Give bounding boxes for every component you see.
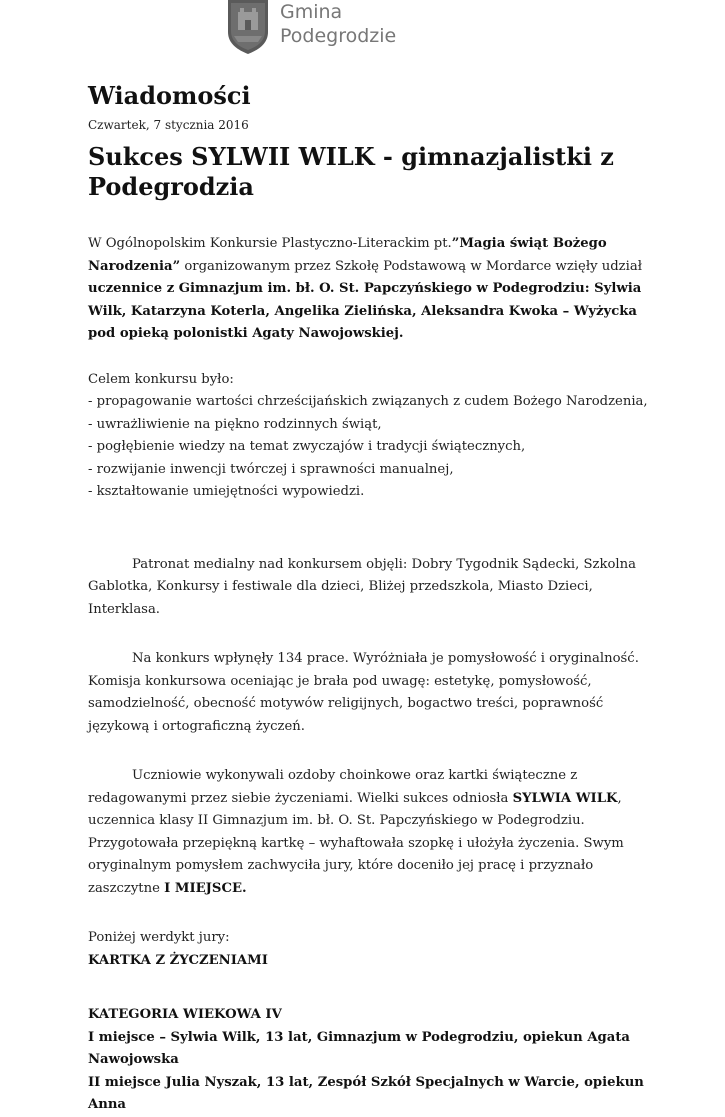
verdict-bold: KARTKA Z ŻYCZENIAMI xyxy=(88,952,268,968)
goals-heading: Celem konkursu było: xyxy=(88,371,234,387)
site-logo[interactable] xyxy=(226,0,396,54)
goal-item: - uwrażliwienie na piękno rodzinnych świąt, xyxy=(88,416,382,432)
article-title: Sukces SYLWII WILK - gimnazjalistki z Podegrodzia xyxy=(88,142,614,201)
goal-item: - kształtowanie umiejętności wypowiedzi. xyxy=(88,484,365,499)
article-date: Czwartek, 7 stycznia 2016 xyxy=(88,118,249,132)
intro-bold-2: uczennice z Gimnazjum im. bł. O. St. Papczyńskiego w Podegrodziu: Sylwia Wilk, Katarzyna Koterla, Angelika Zielińska, Aleksandra Kwoka – Wyżycka pod opieką polonistki Agaty Nawojowskiej. xyxy=(88,281,642,341)
intro-paragraph xyxy=(88,233,648,346)
goal-item: - propagowanie wartości chrześcijańskich związanych z cudem Bożego Narodzenia, xyxy=(88,394,648,409)
article xyxy=(88,80,648,1117)
category-block xyxy=(88,1004,648,1117)
patronat-paragraph: Patronat medialny nad konkursem objęli: Dobry Tygodnik Sądecki, Szkolna Gablotka, Konkursy i festiwale dla dzieci, Bliżej przedszkola, Miasto Dzieci, Interklasa. xyxy=(88,556,637,617)
logo-line-2: Podegrodzie xyxy=(280,25,397,47)
section-title: Wiadomości xyxy=(88,81,251,110)
konkurs-paragraph: Na konkurs wpłynęły 134 prace. Wyróżniała je pomysłowość i oryginalność. Komisja konkursowa oceniając je brała pod uwagę: estetykę, pomysłowość, samodzielność, obecność motywów religijnych, bogactwo treści, poprawność językową i ortograficzną życzeń. xyxy=(88,651,639,734)
second-place: II miejsce Julia Nyszak, 13 lat, Zespół Szkół Specjalnych w Warcie, opiekun Anna xyxy=(88,1074,644,1112)
goal-item: - pogłębienie wiedzy na temat zwyczajów i tradycji świątecznych, xyxy=(88,439,526,454)
sukces-text-2: , uczennica klasy II Gimnazjum im. bł. O. St. Papczyńskiego w Podegrodziu. Przygotowała przepiękną kartkę – wyhaftowała szopkę i ułożyła życzenia. Swym oryginalnym pomysłem zachwyciła jury, które doceniło jej pracę i przyznało zaszczytne xyxy=(88,790,624,896)
logo-text xyxy=(280,0,396,48)
sukces-bold-1: SYLWIA WILK xyxy=(512,790,618,806)
sukces-paragraph xyxy=(88,765,648,900)
goals-list xyxy=(88,369,648,504)
category-heading: KATEGORIA WIEKOWA IV xyxy=(88,1007,282,1022)
verdict-block xyxy=(88,927,648,972)
intro-text-1: W Ogólnopolskim Konkursie Plastyczno-Literackim pt. xyxy=(88,236,452,251)
intro-text-2: organizowanym przez Szkołę Podstawową w Mordarce wzięły udział xyxy=(180,258,642,274)
goal-item: - rozwijanie inwencji twórczej i sprawności manualnej, xyxy=(88,461,454,477)
sukces-text-1: Uczniowie wykonywali ozdoby choinkowe oraz kartki świąteczne z redagowanymi przez siebie życzeniami. Wielki sukces odniosła xyxy=(88,768,578,806)
verdict-line: Poniżej werdykt jury: xyxy=(88,930,230,945)
intro-bold-1: ”Magia świąt Bożego Narodzenia” xyxy=(88,236,607,274)
logo-line-1: Gmina xyxy=(280,1,343,23)
sukces-bold-2: I MIEJSCE. xyxy=(164,880,247,896)
coat-of-arms-icon xyxy=(226,0,270,54)
first-place: I miejsce – Sylwia Wilk, 13 lat, Gimnazjum w Podegrodziu, opiekun Agata Nawojowska xyxy=(88,1029,630,1067)
